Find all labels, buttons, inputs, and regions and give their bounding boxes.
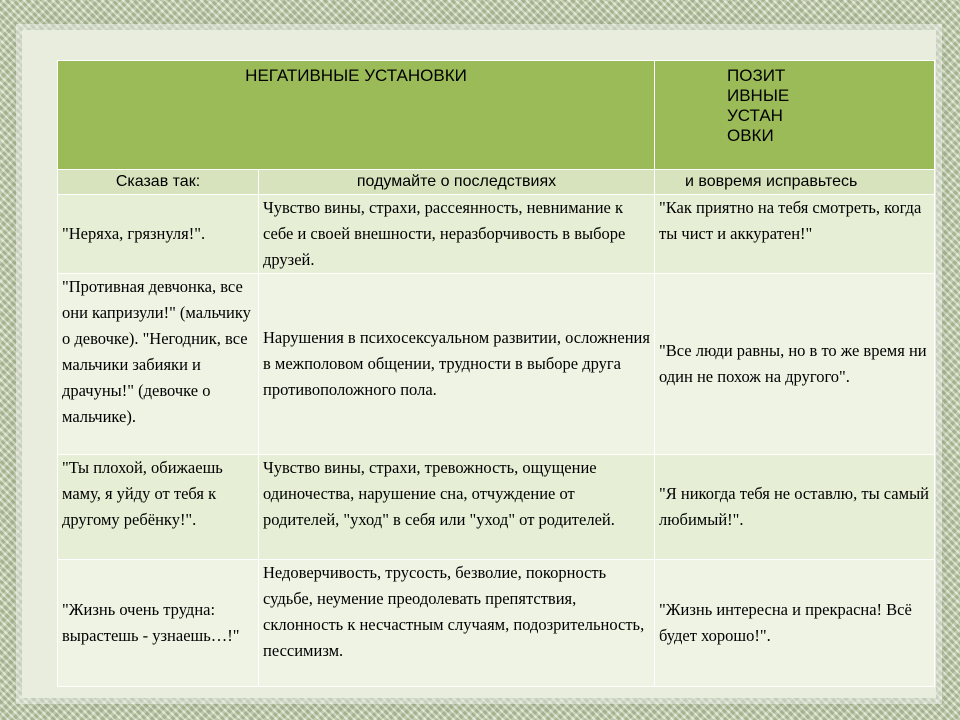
negative-attitudes-header bbox=[58, 61, 655, 170]
negative-statement-cell bbox=[58, 560, 259, 687]
attitudes-table bbox=[57, 60, 935, 687]
consequences-text: Нарушения в психосексуальном развитии, осложнения в межполовом общении, трудности в выборе друга противоположного пола. bbox=[263, 328, 650, 399]
negative-statement: "Ты плохой, обижаешь маму, я уйду от тебя к другому ребёнку!". bbox=[62, 458, 223, 529]
positive-statement-cell bbox=[655, 195, 935, 274]
consequences-cell bbox=[259, 195, 655, 274]
positive-statement-cell bbox=[655, 560, 935, 687]
positive-attitudes-header bbox=[655, 61, 935, 170]
negative-statement: "Противная девчонка, все они капризули!" (мальчику о девочке). "Негодник, все мальчики забияки и драчуны!" (девочке о мальчике). bbox=[62, 277, 251, 426]
consequences-cell bbox=[259, 560, 655, 687]
table-row bbox=[58, 560, 935, 687]
table-row bbox=[58, 455, 935, 560]
positive-statement-cell bbox=[655, 274, 935, 455]
positive-statement: "Жизнь интересна и прекрасна! Всё будет хорошо!". bbox=[659, 600, 912, 645]
consequences-cell bbox=[259, 274, 655, 455]
table-row bbox=[58, 195, 935, 274]
positive-statement: "Я никогда тебя не оставлю, ты самый любимый!". bbox=[659, 484, 929, 529]
consequences-text: Чувство вины, страхи, рассеянность, невнимание к себе и своей внешности, неразборчивость в выборе друзей. bbox=[263, 198, 626, 269]
correct-subheader: и вовремя исправьтесь bbox=[655, 170, 935, 195]
table-subheader-row bbox=[58, 170, 935, 195]
positive-header-text: ПОЗИТИВНЫЕ УСТАНОВКИ bbox=[727, 66, 790, 145]
consequences-subheader: подумайте о последствиях bbox=[259, 170, 655, 195]
negative-statement-cell bbox=[58, 274, 259, 455]
said-subheader: Сказав так: bbox=[58, 170, 259, 195]
positive-statement: "Все люди равны, но в то же время ни один не похож на другого". bbox=[659, 341, 927, 386]
table-header-row bbox=[58, 61, 935, 170]
negative-statement: "Жизнь очень трудна: вырастешь - узнаешь…!" bbox=[62, 600, 240, 645]
consequences-text: Чувство вины, страхи, тревожность, ощущение одиночества, нарушение сна, отчуждение от родителей, "уход" в себя или "уход" от родителей. bbox=[263, 458, 615, 529]
table-row bbox=[58, 274, 935, 455]
negative-statement: "Неряха, грязнуля!". bbox=[62, 224, 206, 243]
negative-header-text: НЕГАТИВНЫЕ УСТАНОВКИ bbox=[245, 66, 467, 85]
positive-statement-cell bbox=[655, 455, 935, 560]
positive-statement: "Как приятно на тебя смотреть, когда ты чист и аккуратен!" bbox=[659, 198, 922, 243]
consequences-text: Недоверчивость, трусость, безволие, покорность судьбе, неумение преодолевать препятствия, склонность к несчастным случаям, подозрительность, пессимизм. bbox=[263, 563, 645, 660]
negative-statement-cell bbox=[58, 195, 259, 274]
consequences-cell bbox=[259, 455, 655, 560]
negative-statement-cell bbox=[58, 455, 259, 560]
